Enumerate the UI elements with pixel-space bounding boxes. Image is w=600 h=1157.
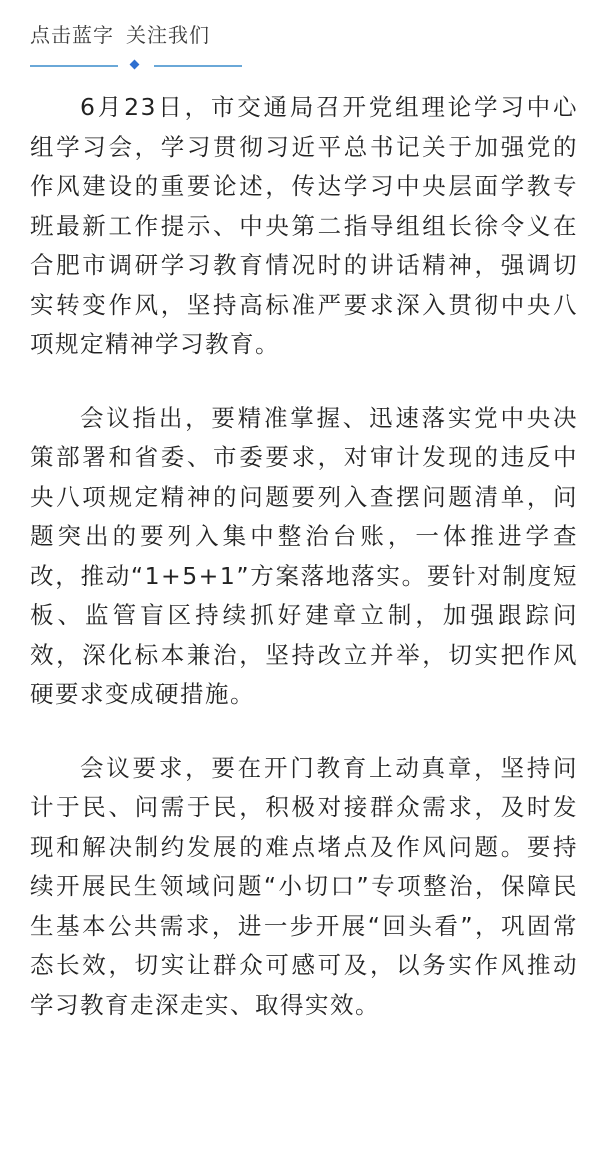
follow-prompt-header[interactable]	[30, 20, 246, 68]
divider-line-right	[154, 65, 242, 67]
click-blue-text-label: 点击蓝字	[30, 23, 114, 47]
paragraph-2: 会议指出，要精准掌握、迅速落实党中央决策部署和省委、市委要求，对审计发现的违反中央八项规定精神的问题要列入查摆问题清单，问题突出的要列入集中整治台账，一体推进学查改，推动“1+5+1”方案落地落实。要针对制度短板、监管盲区持续抓好建章立制，加强跟踪问效，深化标本兼治，坚持改立并举，切实把作风硬要求变成硬措施。	[30, 403, 578, 708]
paragraph-3: 会议要求，要在开门教育上动真章，坚持问计于民、问需于民，积极对接群众需求，及时发现和解决制约发展的难点堵点及作风问题。要持续开展民生领域问题“小切口”专项整治，保障民生基本公共需求，进一步开展“回头看”，巩固常态长效，切实让群众可感可及，以务实作风推动学习教育走深走实、取得实效。	[30, 753, 578, 1019]
diamond-icon	[130, 60, 140, 70]
divider-line-left	[30, 65, 118, 67]
header-divider	[30, 61, 242, 71]
article-body	[30, 88, 578, 1025]
follow-us-label: 关注我们	[126, 23, 210, 47]
follow-prompt-text[interactable]	[30, 20, 246, 50]
paragraph-1: 6月23日，市交通局召开党组理论学习中心组学习会，学习贯彻习近平总书记关于加强党的作风建设的重要论述，传达学习中央层面学教专班最新工作提示、中央第二指导组组长徐令义在合肥市调研学习教育情况时的讲话精神，强调切实转变作风，坚持高标准严要求深入贯彻中央八项规定精神学习教育。	[30, 93, 578, 358]
